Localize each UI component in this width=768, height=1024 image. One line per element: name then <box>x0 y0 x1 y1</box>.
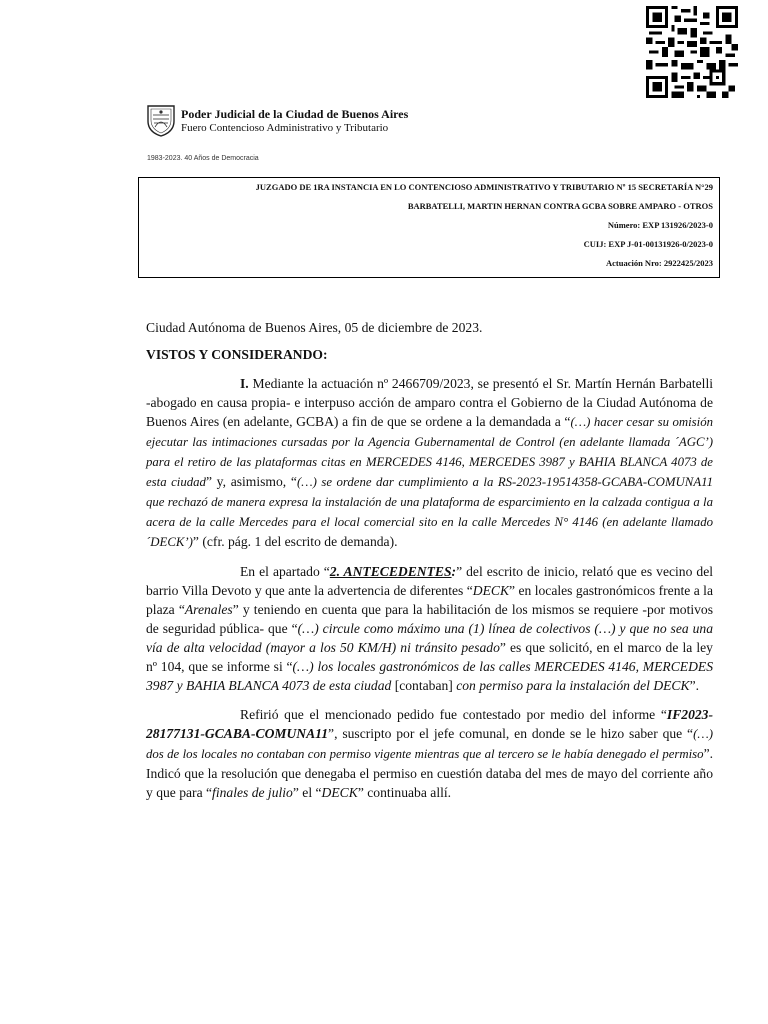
p3-quote: (…) dos de los locales no contaban con permiso vigente mientras que al tercero se le había denegado el permiso <box>146 727 713 761</box>
case-actuacion: Actuación Nro: 2922425/2023 <box>605 258 713 268</box>
p2-quote-1: (…) circule como máximo una (1) línea de colectivos (…) y que no sea una vía de alta velocidad (mayor a los 50 KM/H) ni tránsito pesado <box>146 621 713 655</box>
paragraph-3 <box>146 705 713 802</box>
p2-arenales: Arenales <box>184 602 233 617</box>
p3-text-a: Refirió que el mencionado pedido fue contestado por medio del informe “ <box>240 707 667 722</box>
p2-quote-2: (…) los locales gastronómicos de las calles MERCEDES 4146, MERCEDES 3987 y BAHIA BLANCA 4073 de esta ciudad <box>146 659 713 693</box>
date-line: Ciudad Autónoma de Buenos Aires, 05 de diciembre de 2023. <box>146 320 483 335</box>
p2-text-n: ”. <box>689 678 700 693</box>
case-cuij: CUIJ: EXP J-01-00131926-0/2023-0 <box>583 239 713 249</box>
p2-text-l: [contaban] <box>391 678 457 693</box>
p3-text-g: ” el “ <box>292 785 322 800</box>
p2-colon: : <box>451 564 457 579</box>
paragraph-number: I. <box>240 376 249 391</box>
court-seal-icon <box>146 103 176 137</box>
p1-text-a: Mediante la actuación nº 2466709/2023, se presentó el Sr. Martín Hernán Barbatelli -abogado en causa propia- e interpuso acción de amparo contra el Gobierno de la Ciudad Autónoma de Buenos Aires (en adelante, GCBA) a fin de que se ordene a la demandada a “ <box>146 376 713 429</box>
p1-quote-2: (…) se ordene dar cumplimiento a la RS-2023-19514358-GCABA-COMUNA11 que rechazó de manera expresa la instalación de una plataforma de esparcimiento en la calzada contigua a la acera de la calle Mercedes para el local comercial sito en la calle Mercedes N° 4146 (en adelante llamado ´DECK’) <box>146 475 713 549</box>
p2-text-d: ” del escrito de inicio, relató que es vecino del barrio Villa Devoto y que ante la advertencia de diferentes “ <box>146 564 714 598</box>
qr-code <box>644 6 740 98</box>
p3-finales: finales de julio <box>212 785 293 800</box>
p3-text-c: ”, suscripto por el jefe comunal, en donde se le hizo saber que “ <box>328 726 694 741</box>
p3-text-e: ”. Indicó que la resolución que denegaba el permiso en cuestión databa del mes de mayo del corriente año y que para “ <box>146 746 713 800</box>
court-name: JUZGADO DE 1RA INSTANCIA EN LO CONTENCIOSO ADMINISTRATIVO Y TRIBUTARIO Nº 15 SECRETARÍA N°29 <box>255 182 713 192</box>
case-parties: BARBATELLI, MARTIN HERNAN CONTRA GCBA SOBRE AMPARO - OTROS <box>407 201 713 211</box>
document-body <box>146 318 713 812</box>
case-number: Número: EXP 131926/2023-0 <box>607 220 713 230</box>
p2-text-f: ” en locales gastronómicos frente a la plaza “ <box>146 583 713 617</box>
p2-antecedentes: 2. ANTECEDENTES <box>329 564 452 579</box>
p1-text-c: ” y, asimismo, “ <box>205 474 297 489</box>
p2-text-j: ” es que solicitó, en el marco de la ley nº 104, que se informe si “ <box>146 640 713 674</box>
paragraph-2 <box>146 562 713 695</box>
p2-deck: DECK <box>472 583 510 598</box>
p3-informe: IF2023-28177131-GCABA-COMUNA11 <box>146 707 713 741</box>
case-info-box <box>138 177 720 278</box>
p2-text-h: ” y teniendo en cuenta que para la habilitación de los mismos se requiere -por motivos de seguridad pública- que “ <box>146 602 714 636</box>
p3-deck: DECK <box>321 785 358 800</box>
org-subtitle: Fuero Contencioso Administrativo y Tributario <box>181 122 389 134</box>
p2-text-a: En el apartado “ <box>240 564 330 579</box>
p1-quote-1: (…) hacer cesar su omisión ejecutar las intimaciones cursadas por la Agencia Gubernamental de Control (en adelante llamada ´AGC’) para el retiro de las plataformas citas en MERCEDES 4146, MERCEDES 3987 y BAHIA BLANCA 4073 de esta ciudad <box>146 415 713 489</box>
tagline: 1983-2023. 40 Años de Democracia <box>147 155 259 162</box>
p2-quote-3: con permiso para la instalación del DECK <box>456 678 690 693</box>
p1-text-e: ” (cfr. pág. 1 del escrito de demanda). <box>192 534 398 549</box>
p3-text-i: ” continuaba allí. <box>357 785 452 800</box>
org-name: Poder Judicial de la Ciudad de Buenos Aires <box>181 107 409 121</box>
section-heading: VISTOS Y CONSIDERANDO: <box>146 347 328 362</box>
paragraph-1 <box>146 374 713 552</box>
